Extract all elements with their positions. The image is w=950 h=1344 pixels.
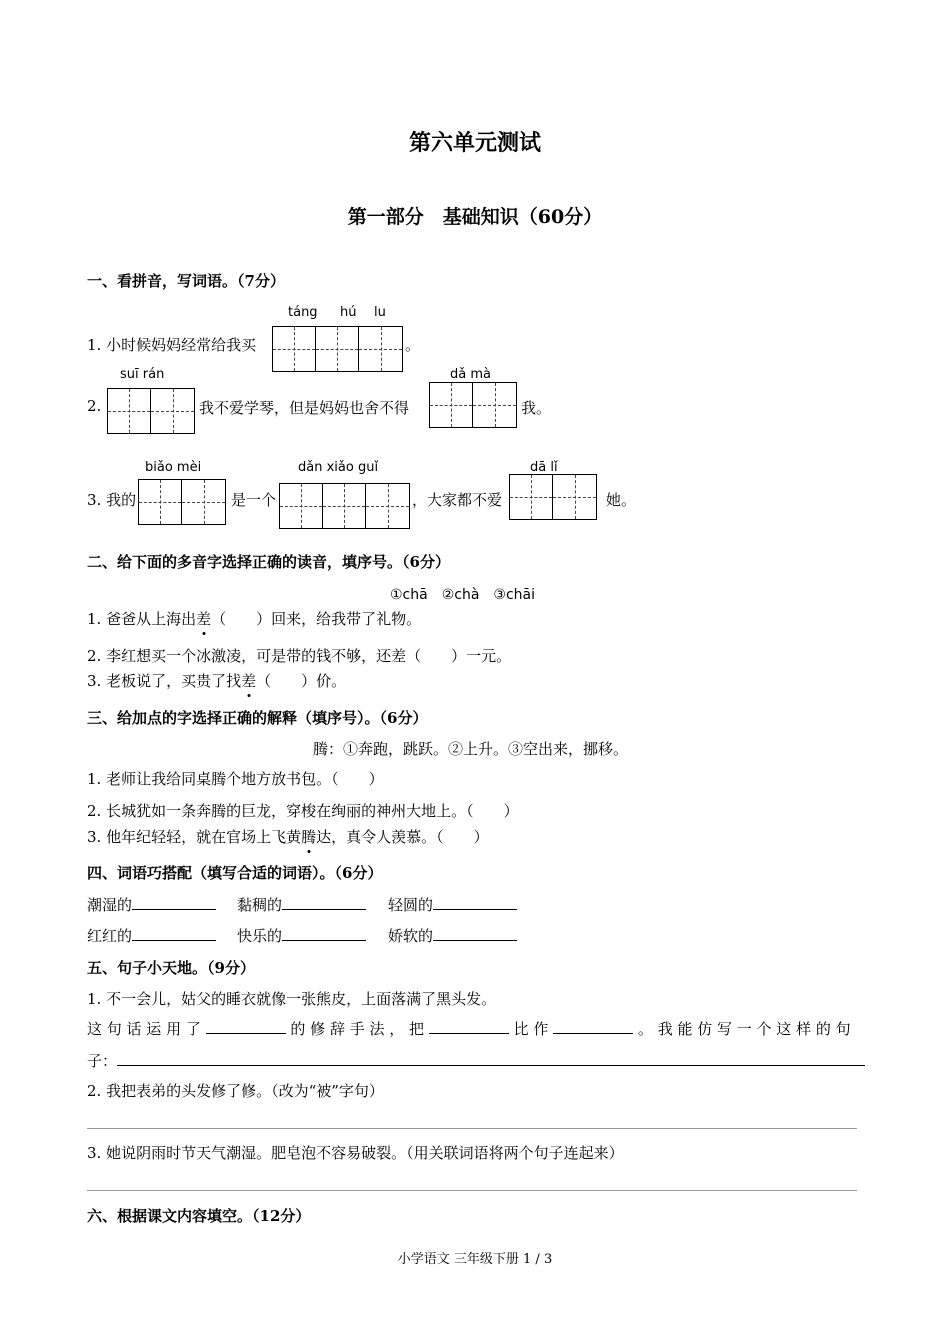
section-2-heading: 二、给下面的多音字选择正确的读音，填序号。（6分） [87, 553, 450, 571]
writing-grid-q3c[interactable] [509, 474, 597, 520]
page-title: 第六单元测试 [408, 130, 541, 156]
section-6-heading: 六、根据课文内容填空。（12分） [87, 1207, 311, 1225]
pinyin-tang: táng [288, 305, 318, 320]
writing-grid-q2b[interactable] [429, 382, 517, 428]
reading-options: ①chā ②chà ③chāi [390, 587, 535, 603]
q3-mid2: ，大家都不爱 [412, 491, 503, 509]
teng-definitions: 腾：①奔跑，跳跃。②上升。③空出来，挪移。 [313, 740, 629, 758]
q1-text: 1. 小时候妈妈经常给我买 [87, 336, 257, 354]
s2-q1: 1. 爸爸从上海出差（ ）回来，给我带了礼物。 [87, 610, 422, 628]
s5-q2-answer-line[interactable] [87, 1128, 857, 1129]
pinyin-danxiaogui: dǎn xiǎo guǐ [298, 460, 379, 475]
s5-q1-answer-line[interactable]: 子： [87, 1050, 865, 1071]
word-match-item[interactable]: 红红的 [87, 925, 216, 946]
pinyin-suiran: suī rán [120, 367, 165, 382]
word-match-item[interactable]: 快乐的 [237, 925, 366, 946]
q2-num: 2. [87, 397, 102, 415]
q2-end: 我。 [521, 399, 552, 417]
writing-grid-q2a[interactable] [107, 388, 195, 434]
word-match-item[interactable]: 黏稠的 [237, 894, 366, 915]
q3-mid1: 是一个 [231, 491, 277, 509]
s3-q1: 1. 老师让我给同桌腾个地方放书包。（ ） [87, 770, 384, 788]
s5-q1-fill-line[interactable]: 这 句 话 运 用 了 的 修 辞 手 法 ， 把 比 作 。 我 能 仿 写 一 个 这 样 的 句 [87, 1020, 851, 1038]
q1-end: 。 [405, 336, 421, 354]
q2-mid: 我不爱学琴，但是妈妈也舍不得 [199, 399, 410, 417]
page-footer: 小学语文 三年级下册 1 / 3 [397, 1252, 553, 1267]
writing-grid-q3a[interactable] [138, 479, 226, 525]
s5-q3: 3. 她说阴雨时节天气潮湿。肥皂泡不容易破裂。（用关联词语将两个句子连起来） [87, 1144, 624, 1162]
part-title: 第一部分 基础知识（60分） [347, 206, 603, 228]
pinyin-hu: hú [340, 305, 357, 320]
s5-q2: 2. 我把表弟的头发修了修。（改为“被”字句） [87, 1082, 384, 1100]
pinyin-dama: dǎ mà [450, 367, 491, 382]
word-match-item[interactable]: 潮湿的 [87, 894, 216, 915]
s3-q3: 3. 他年纪轻轻，就在官场上飞黄腾达，真令人羡慕。（ ） [87, 828, 489, 846]
word-match-item[interactable]: 轻圆的 [388, 894, 517, 915]
section-4-heading: 四、词语巧搭配（填写合适的词语）。（6分） [87, 864, 383, 882]
section-3-heading: 三、给加点的字选择正确的解释（填序号）。（6分） [87, 709, 428, 727]
pinyin-dali: dā lǐ [530, 460, 558, 475]
pinyin-biaomei: biǎo mèi [145, 460, 202, 475]
writing-grid-q3b[interactable] [279, 483, 410, 529]
s2-q2: 2. 李红想买一个冰激凌，可是带的钱不够，还差（ ）一元。 [87, 647, 512, 665]
writing-grid-q1[interactable] [272, 326, 403, 372]
pinyin-lu: lu [374, 305, 386, 320]
s2-q3: 3. 老板说了，买贵了找差（ ）价。 [87, 672, 347, 690]
s5-q1: 1. 不一会儿，姑父的睡衣就像一张熊皮，上面落满了黑头发。 [87, 990, 497, 1008]
s5-q3-answer-line[interactable] [87, 1190, 857, 1191]
section-1-heading: 一、看拼音，写词语。（7分） [87, 272, 285, 290]
q3-text: 3. 我的 [87, 491, 137, 509]
q3-end: 她。 [606, 491, 637, 509]
s3-q2: 2. 长城犹如一条奔腾的巨龙，穿梭在绚丽的神州大地上。（ ） [87, 802, 519, 820]
section-5-heading: 五、句子小天地。（9分） [87, 959, 255, 977]
word-match-item[interactable]: 娇软的 [388, 925, 517, 946]
